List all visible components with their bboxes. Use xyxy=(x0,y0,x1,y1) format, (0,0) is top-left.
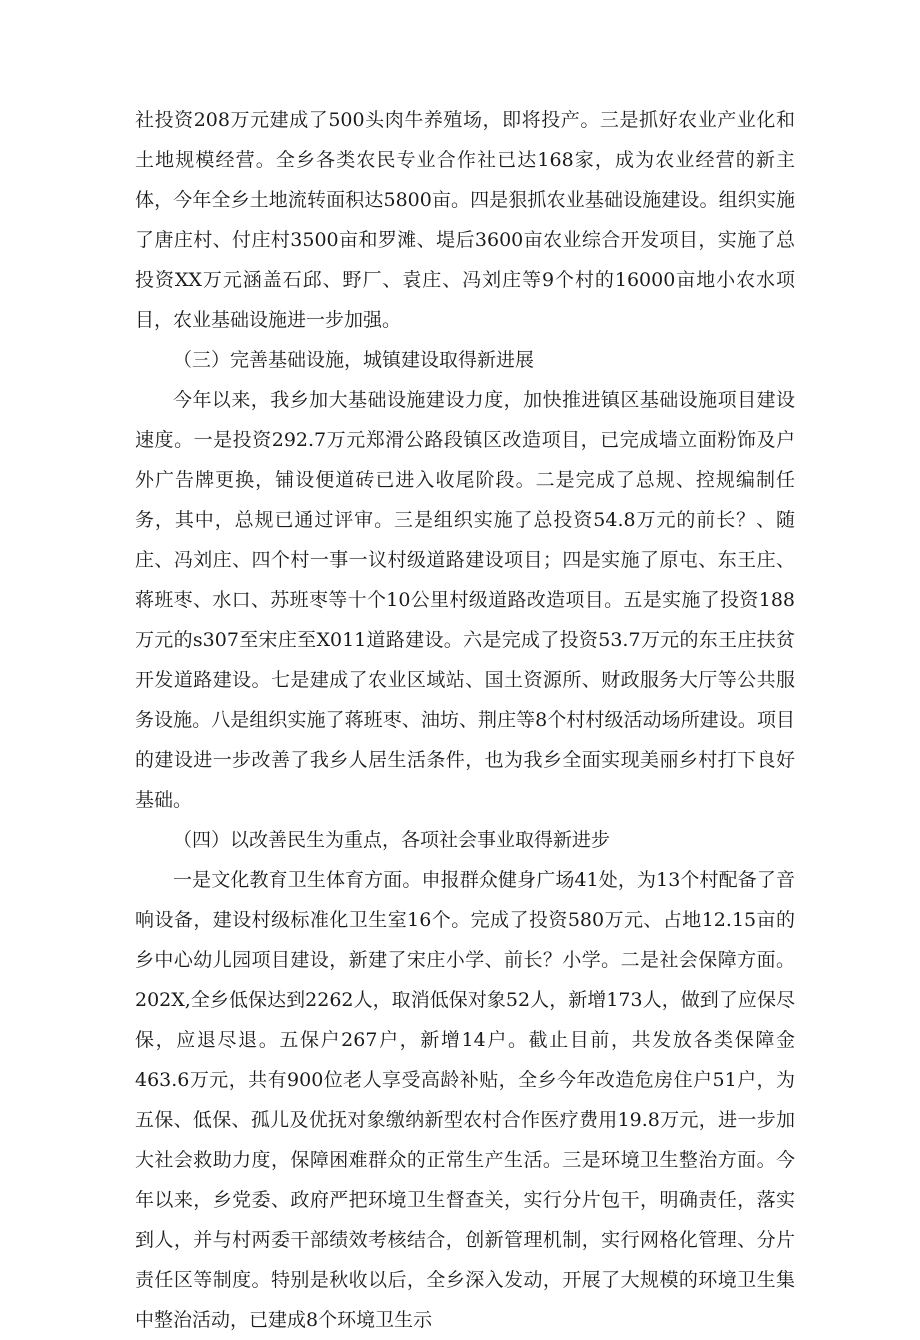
paragraph-agriculture-continued: 社投资208万元建成了500头肉牛养殖场，即将投产。三是抓好农业产业化和土地规模经营。全乡各类农民专业合作社已达168家，成为农业经营的新主体，今年全乡土地流转面积达5800亩。四是狠抓农业基础设施建设。组织实施了唐庄村、付庄村3500亩和罗滩、堤后3600亩农业综合开发项目，实施了总投资XX万元涵盖石邱、野厂、袁庄、冯刘庄等9个村的16000亩地小农水项目，农业基础设施进一步加强。 xyxy=(135,109,795,331)
section-heading-livelihood: （四）以改善民生为重点，各项社会事业取得新进步 xyxy=(173,829,611,851)
document-page xyxy=(135,100,795,1340)
paragraph-livelihood: 一是文化教育卫生体育方面。申报群众健身广场41处，为13个村配备了音响设备，建设村级标准化卫生室16个。完成了投资580万元、占地12.15亩的乡中心幼儿园项目建设，新建了宋庄小学、前长？小学。二是社会保障方面。202X,全乡低保达到2262人，取消低保对象52人，新增173人，做到了应保尽保，应退尽退。五保户267户，新增14户。截止目前，共发放各类保障金463.6万元，共有900位老人享受高龄补贴，全乡今年改造危房住户51户，为五保、低保、孤儿及优抚对象缴纳新型农村合作医疗费用19.8万元，进一步加大社会救助力度，保障困难群众的正常生产生活。三是环境卫生整治方面。今年以来，乡党委、政府严把环境卫生督查关，实行分片包干，明确责任，落实到人，并与村两委干部绩效考核结合，创新管理机制，实行网格化管理、分片责任区等制度。特别是秋收以后，全乡深入发动，开展了大规模的环境卫生集中整治活动，已建成8个环境卫生示 xyxy=(135,869,795,1331)
section-heading-infrastructure: （三）完善基础设施，城镇建设取得新进展 xyxy=(173,349,535,371)
paragraph-infrastructure: 今年以来，我乡加大基础设施建设力度，加快推进镇区基础设施项目建设速度。一是投资292.7万元郑滑公路段镇区改造项目，已完成墙立面粉饰及户外广告牌更换，铺设便道砖已进入收尾阶段。二是完成了总规、控规编制任务，其中，总规已通过评审。三是组织实施了总投资54.8万元的前长？、随庄、冯刘庄、四个村一事一议村级道路建设项目；四是实施了原屯、东王庄、蒋班枣、水口、苏班枣等十个10公里村级道路改造项目。五是实施了投资188万元的s307至宋庄至X011道路建设。六是完成了投资53.7万元的东王庄扶贫开发道路建设。七是建成了农业区域站、国土资源所、财政服务大厅等公共服务设施。八是组织实施了蒋班枣、油坊、荆庄等8个村村级活动场所建设。项目的建设进一步改善了我乡人居生活条件，也为我乡全面实现美丽乡村打下良好基础。 xyxy=(135,389,795,811)
